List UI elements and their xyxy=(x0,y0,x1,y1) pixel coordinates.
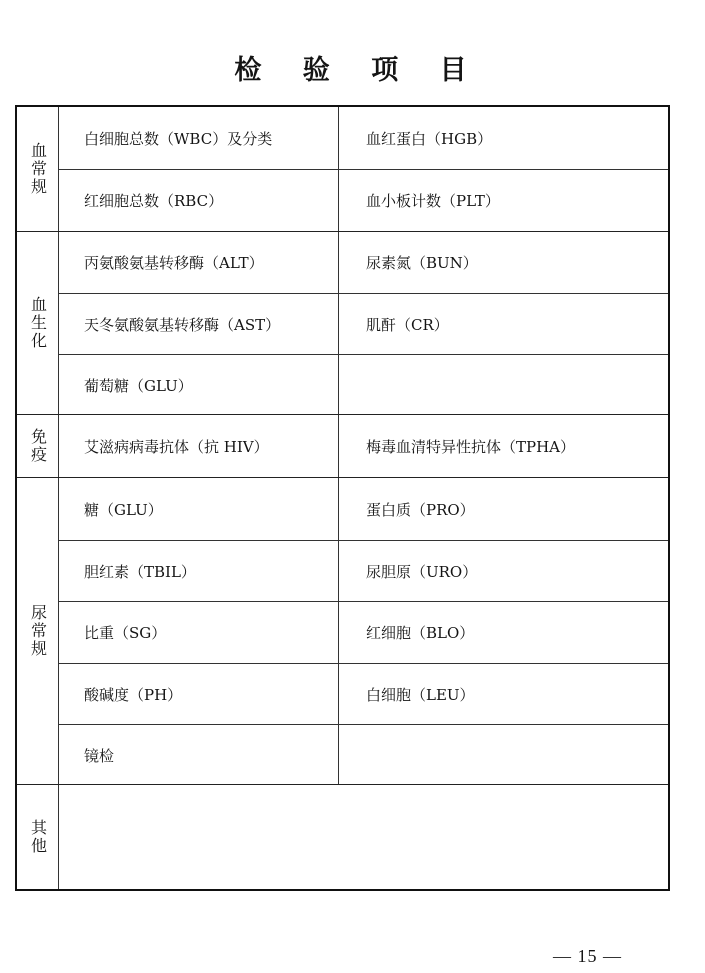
test-item: 血小板计数（PLT） xyxy=(366,192,500,210)
table-row xyxy=(58,663,668,724)
table-row xyxy=(58,601,668,663)
table-row xyxy=(58,232,668,293)
table-row xyxy=(58,169,668,231)
test-item: 糖（GLU） xyxy=(58,478,339,540)
test-item: 白细胞（LEU） xyxy=(366,685,475,704)
category-cell xyxy=(17,107,59,231)
test-item: 梅毒血清特异性抗体（TPHA） xyxy=(366,438,576,456)
test-item: 白细胞总数（WBC）及分类 xyxy=(58,107,339,169)
category-label: 血常规 xyxy=(28,142,48,196)
other-items-blank xyxy=(58,785,668,890)
table-row xyxy=(58,478,668,540)
test-item: 血红蛋白（HGB） xyxy=(366,129,493,148)
test-item: 丙氨酸氨基转移酶（ALT） xyxy=(58,232,339,293)
test-items-table xyxy=(15,105,670,891)
test-item: 尿胆原（URO） xyxy=(366,562,478,581)
table-row xyxy=(58,785,668,890)
category-cell xyxy=(17,232,59,414)
group-blood-biochemistry xyxy=(17,231,668,414)
table-row xyxy=(58,293,668,354)
table-row xyxy=(58,724,668,785)
test-item: 红细胞总数（RBC） xyxy=(58,170,339,231)
group-immunology xyxy=(17,414,668,477)
test-item: 比重（SG） xyxy=(58,602,339,663)
table-row xyxy=(58,415,668,478)
group-urine-routine xyxy=(17,477,668,784)
test-item: 蛋白质（PRO） xyxy=(366,500,475,519)
category-label: 尿常规 xyxy=(28,604,48,658)
test-item xyxy=(339,355,668,415)
category-label: 免疫 xyxy=(28,428,48,464)
test-item: 天冬氨酸氨基转移酶（AST） xyxy=(58,294,339,354)
test-item: 酸碱度（PH） xyxy=(58,664,339,724)
page-title: 检 验 项 目 xyxy=(234,55,483,86)
test-item: 艾滋病病毒抗体（抗 HIV） xyxy=(58,415,339,478)
category-label: 其他 xyxy=(28,819,48,855)
table-row xyxy=(58,540,668,601)
test-item: 红细胞（BLO） xyxy=(366,624,475,642)
category-cell xyxy=(17,415,59,477)
test-item: 尿素氮（BUN） xyxy=(366,254,478,272)
test-item: 镜检 xyxy=(58,725,339,785)
test-item xyxy=(339,725,668,785)
category-label: 血生化 xyxy=(28,296,48,350)
test-item: 葡萄糖（GLU） xyxy=(58,355,339,415)
group-other xyxy=(17,784,668,889)
table-row xyxy=(58,107,668,169)
group-blood-routine xyxy=(17,107,668,231)
page-number: — 15 — xyxy=(553,946,622,966)
category-cell xyxy=(17,478,59,784)
test-item: 肌酐（CR） xyxy=(366,315,449,334)
category-cell xyxy=(17,785,59,889)
test-item: 胆红素（TBIL） xyxy=(58,541,339,601)
table-row xyxy=(58,354,668,415)
